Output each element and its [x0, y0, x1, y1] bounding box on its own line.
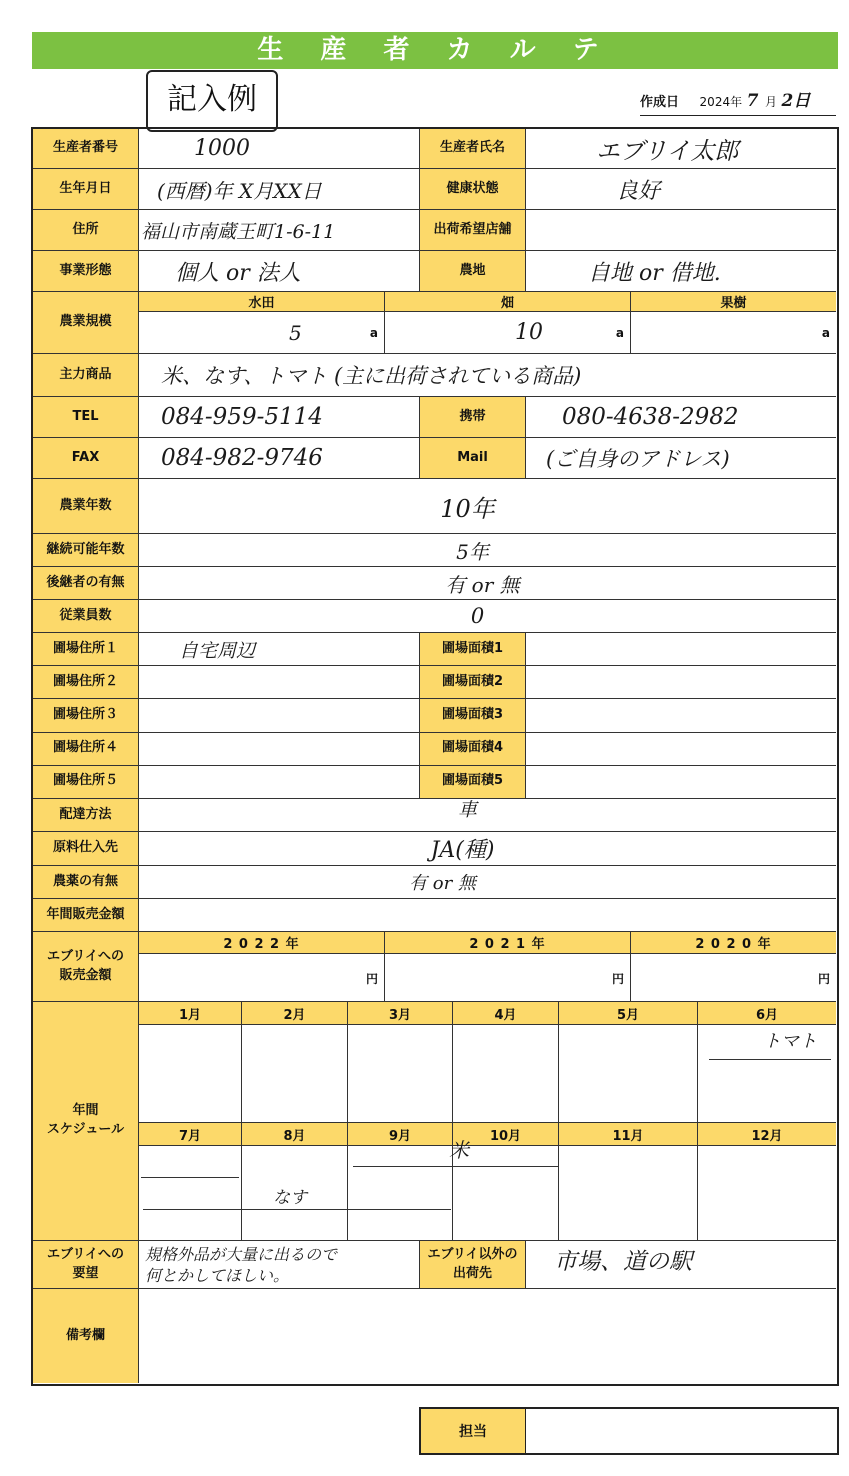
other-dest-value: 市場、道の駅 [554, 1249, 692, 1275]
label-successor: 後継者の有無 [33, 567, 139, 600]
schedule-note-tomato: トマト [763, 1031, 817, 1052]
month-header: 9月 [348, 1123, 453, 1146]
pesticide-value: 有 or 無 [409, 873, 476, 894]
month-header: 8月 [242, 1123, 348, 1146]
schedule-note-eggplant: なす [273, 1188, 307, 1208]
eggplant-arrow [143, 1209, 451, 1210]
business-type-value: 個人 or 法人 [175, 260, 301, 286]
label-farm-address: 圃場住所２ [33, 666, 139, 699]
label-farm-area: 圃場面積3 [420, 699, 526, 732]
label-tel: TEL [33, 397, 139, 438]
month-cell[interactable] [453, 1025, 559, 1123]
pesticide-field[interactable] [139, 866, 836, 899]
farm-area-field[interactable] [526, 633, 836, 666]
fax-value: 084-982-9746 [161, 445, 323, 471]
field-area-field[interactable] [385, 312, 631, 354]
label-main-products: 主力商品 [33, 354, 139, 397]
label-epuly-sales: エブリイへの 販売金額 [33, 932, 139, 1002]
label-scale: 農業規模 [33, 292, 139, 354]
remarks-field[interactable] [139, 1289, 836, 1383]
label-annual-sales: 年間販売金額 [33, 899, 139, 932]
created-year: 2024年 [699, 95, 743, 109]
label-producer-no: 生産者番号 [33, 129, 139, 169]
month-header: 7月 [139, 1123, 242, 1146]
month-header: 2月 [242, 1002, 348, 1025]
label-business-type: 事業形態 [33, 251, 139, 292]
page-title: 生 産 者 カ ル テ [32, 32, 838, 69]
label-supplier: 原料仕入先 [33, 832, 139, 866]
employees-field[interactable] [139, 600, 836, 633]
mobile-field[interactable] [526, 397, 836, 438]
label-health: 健康状態 [420, 169, 526, 210]
business-type-field[interactable] [139, 251, 420, 292]
label-farm-address: 圃場住所４ [33, 733, 139, 766]
header-orchard: 果樹 [631, 292, 836, 312]
label-birthdate: 生年月日 [33, 169, 139, 210]
created-month: 7 [746, 91, 759, 111]
rice-area-value: 5 [289, 320, 302, 345]
farm-address-field[interactable] [139, 699, 420, 732]
sales-year-header: 2 0 2 2 年 [139, 932, 385, 954]
mobile-value: 080-4638-2982 [562, 404, 739, 430]
years-field[interactable] [139, 479, 836, 534]
month-cell[interactable] [242, 1025, 348, 1123]
label-address: 住所 [33, 210, 139, 251]
delivery-field[interactable] [139, 799, 836, 832]
month-header: 3月 [348, 1002, 453, 1025]
producer-name-field[interactable] [526, 129, 836, 169]
request-field[interactable] [139, 1241, 420, 1289]
label-staff: 担当 [421, 1409, 526, 1453]
month-cell[interactable] [559, 1025, 698, 1123]
fax-field[interactable] [139, 438, 420, 479]
label-farm-address: 圃場住所３ [33, 699, 139, 732]
month-header: 5月 [559, 1002, 698, 1025]
continue-years-field[interactable] [139, 534, 836, 567]
label-delivery: 配達方法 [33, 799, 139, 832]
years-value: 10年 [440, 494, 495, 523]
producer-no-value: 1000 [194, 136, 250, 161]
mail-field[interactable] [526, 438, 836, 479]
farm-area-field[interactable] [526, 766, 836, 799]
employees-value: 0 [470, 604, 485, 628]
main-products-field[interactable] [139, 354, 836, 397]
header-field: 畑 [385, 292, 631, 312]
orchard-unit: a [821, 326, 830, 340]
label-request: エブリイへの 要望 [33, 1241, 139, 1289]
label-fax: FAX [33, 438, 139, 479]
schedule-note-rice: 米 [449, 1138, 469, 1162]
field-unit: a [615, 326, 624, 340]
delivery-value: 車 [457, 798, 477, 821]
created-day: 2日 [781, 91, 811, 111]
label-mail: Mail [420, 438, 526, 479]
month-header: 6月 [698, 1002, 836, 1025]
land-field[interactable] [526, 251, 836, 292]
month-cell[interactable] [559, 1146, 698, 1241]
label-pesticide: 農薬の有無 [33, 866, 139, 899]
sales-year-header: 2 0 2 0 年 [631, 932, 836, 954]
yen-unit: 円 [611, 972, 624, 986]
health-field[interactable] [526, 169, 836, 210]
producer-form [31, 127, 839, 1386]
farm-address-field[interactable] [139, 666, 420, 699]
supplier-value: JA(種) [430, 838, 495, 863]
label-farm-address: 圃場住所１ [33, 633, 139, 666]
tel-value: 084-959-5114 [161, 404, 323, 430]
annual-sales-field[interactable] [139, 899, 836, 932]
month-cell[interactable] [698, 1146, 836, 1241]
example-stamp: 記入例 [146, 70, 278, 132]
label-farm-address: 圃場住所５ [33, 766, 139, 799]
created-label: 作成日 [640, 95, 680, 110]
tomato-arrow [709, 1059, 831, 1060]
birthdate-value: (西暦)年 X月XX日 [157, 178, 322, 203]
label-farm-area: 圃場面積4 [420, 733, 526, 766]
farm-address-field[interactable] [139, 766, 420, 799]
producer-name-value: エブリイ太郎 [596, 137, 739, 165]
month-cell[interactable] [348, 1025, 453, 1123]
sales-year-header: 2 0 2 1 年 [385, 932, 631, 954]
store-field[interactable] [526, 210, 836, 251]
other-dest-field[interactable] [526, 1241, 836, 1289]
mail-value: (ご自身のアドレス) [546, 447, 730, 471]
sales-amount-field[interactable] [631, 954, 836, 1002]
address-field[interactable] [139, 210, 420, 251]
month-header: 12月 [698, 1123, 836, 1146]
month-header: 10月 [453, 1123, 559, 1146]
month-cell[interactable] [139, 1146, 242, 1241]
label-remarks: 備考欄 [33, 1289, 139, 1383]
yen-unit: 円 [365, 972, 378, 986]
sales-amount-field[interactable] [139, 954, 385, 1002]
farm-address-field[interactable] [139, 733, 420, 766]
label-continue-years: 継続可能年数 [33, 534, 139, 567]
farm-address-value: 自宅周辺 [179, 639, 256, 662]
header-rice: 水田 [139, 292, 385, 312]
label-farm-area: 圃場面積2 [420, 666, 526, 699]
month-cell[interactable] [348, 1146, 453, 1241]
continue-years-value: 5年 [456, 539, 489, 564]
farm-address-field[interactable] [139, 633, 420, 666]
month-header: 1月 [139, 1002, 242, 1025]
staff-field[interactable] [526, 1409, 837, 1453]
created-date [640, 86, 836, 116]
main-products-value: 米、なす、トマト (主に出荷されている商品) [161, 364, 582, 388]
yen-unit: 円 [817, 972, 830, 986]
land-value: 自地 or 借地. [588, 260, 721, 286]
staff-box [419, 1407, 839, 1455]
birthdate-field[interactable] [139, 169, 420, 210]
field-area-value: 10 [515, 320, 543, 345]
rice-area-field[interactable] [139, 312, 385, 354]
tel-field[interactable] [139, 397, 420, 438]
rice-unit: a [369, 326, 378, 340]
month-cell[interactable] [139, 1025, 242, 1123]
month-header: 4月 [453, 1002, 559, 1025]
request-value: 規格外品が大量に出るので 何とかしてほしい。 [145, 1245, 338, 1285]
successor-field[interactable] [139, 567, 836, 600]
farm-area-field[interactable] [526, 699, 836, 732]
farm-area-field[interactable] [526, 733, 836, 766]
label-store: 出荷希望店舗 [420, 210, 526, 251]
label-producer-name: 生産者氏名 [420, 129, 526, 169]
sales-amount-field[interactable] [385, 954, 631, 1002]
farm-area-field[interactable] [526, 666, 836, 699]
supplier-field[interactable] [139, 832, 836, 866]
label-years: 農業年数 [33, 479, 139, 534]
july-arrow [141, 1177, 239, 1178]
label-land: 農地 [420, 251, 526, 292]
rice-arrow [353, 1166, 559, 1167]
label-mobile: 携帯 [420, 397, 526, 438]
address-value: 福山市南蔵王町1-6-11 [141, 220, 336, 243]
label-farm-area: 圃場面積1 [420, 633, 526, 666]
producer-no-field[interactable] [139, 129, 420, 169]
month-header: 11月 [559, 1123, 698, 1146]
label-schedule: 年間 スケジュール [33, 1002, 139, 1241]
label-other-dest: エブリイ以外の 出荷先 [420, 1241, 526, 1289]
label-farm-area: 圃場面積5 [420, 766, 526, 799]
health-value: 良好 [616, 178, 661, 204]
orchard-area-field[interactable] [631, 312, 836, 354]
created-month-unit: 月 [765, 95, 778, 109]
label-employees: 従業員数 [33, 600, 139, 633]
successor-value: 有 or 無 [445, 572, 520, 597]
